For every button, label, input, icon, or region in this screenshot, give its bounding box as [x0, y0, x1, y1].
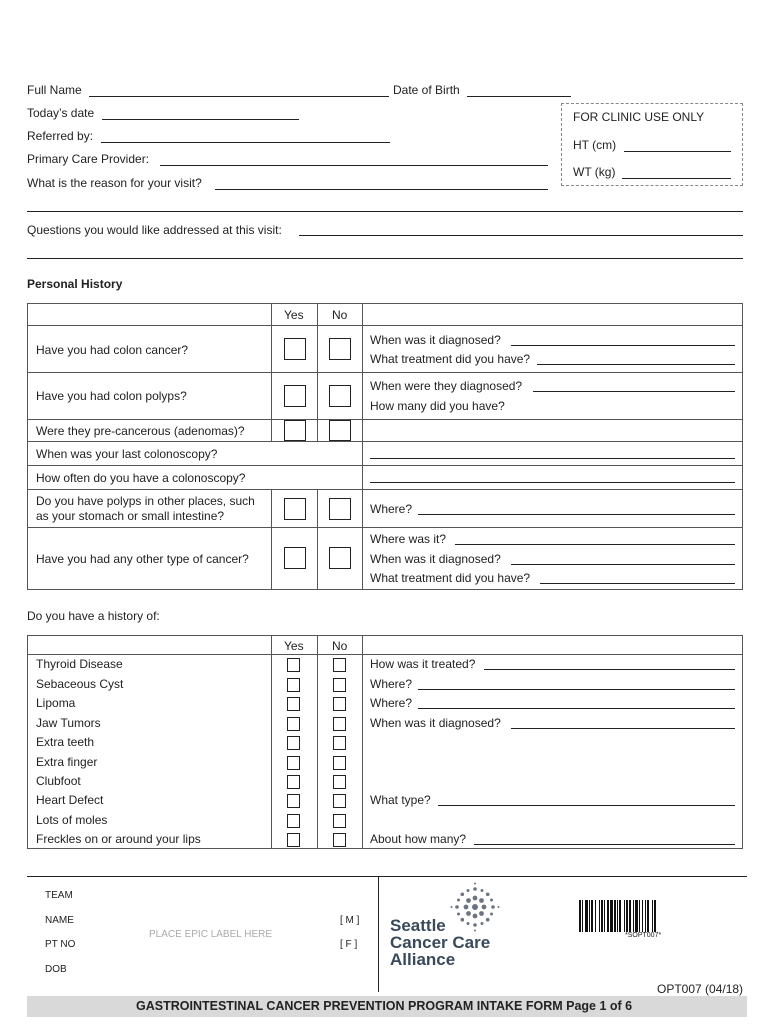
footer-divider — [378, 877, 379, 992]
history-yes-checkbox[interactable] — [287, 756, 300, 770]
primary-care-field[interactable] — [160, 165, 548, 166]
polyps-how-many-label: How many did you have? — [370, 399, 505, 413]
history-item-label: Thyroid Disease — [36, 657, 123, 671]
reason-label: What is the reason for your visit? — [27, 176, 202, 190]
colonoscopy-frequency-field[interactable] — [370, 482, 735, 483]
barcode-bar — [654, 900, 656, 932]
ph-q-other-cancer: Have you had any other type of cancer? — [36, 552, 249, 566]
barcode-bar — [614, 900, 616, 932]
footer-team-label: TEAM — [45, 890, 73, 901]
footer-dob-label: DOB — [45, 964, 67, 975]
history-detail-field[interactable] — [484, 669, 735, 670]
history-item-label: Heart Defect — [36, 793, 104, 807]
personal-history-title: Personal History — [27, 277, 123, 291]
history-yes-header: Yes — [284, 639, 304, 653]
barcode-bar — [639, 900, 640, 932]
footer-name-label: NAME — [45, 915, 74, 926]
barcode-bar — [629, 900, 631, 932]
other-cancer-where-field[interactable] — [455, 544, 735, 545]
barcode-bar — [647, 900, 649, 932]
questions-field-2[interactable] — [27, 258, 743, 259]
history-detail-label: Where? — [370, 677, 413, 691]
ph-q-colonoscopy-frequency: How often do you have a colonoscopy? — [36, 471, 246, 485]
history-no-checkbox[interactable] — [333, 775, 346, 789]
barcode-bar — [579, 900, 581, 932]
history-detail-label: When was it diagnosed? — [370, 716, 501, 730]
ph-q-polyps-other-line1: Do you have polyps in other places, such — [36, 494, 255, 508]
referred-by-field[interactable] — [101, 142, 390, 143]
form-title: GASTROINTESTINAL CANCER PREVENTION PROGRAM INTAKE FORM Page 1 of 6 — [136, 999, 633, 1013]
history-item-label: Freckles on or around your lips — [36, 832, 201, 846]
ph-q-colon-cancer: Have you had colon cancer? — [36, 343, 189, 357]
barcode-bar — [607, 900, 609, 932]
history-item-label: Lots of moles — [36, 813, 108, 827]
history-detail-label: How was it treated? — [370, 657, 476, 671]
history-detail-field[interactable] — [418, 689, 735, 690]
colon-cancer-treatment-field[interactable] — [537, 364, 735, 365]
barcode-bar — [591, 900, 593, 932]
colon-cancer-when-field[interactable] — [511, 345, 735, 346]
history-detail-field[interactable] — [418, 708, 735, 709]
colon-cancer-yes-checkbox[interactable] — [284, 338, 306, 360]
ph-yes-header: Yes — [284, 308, 304, 322]
barcode-bar — [589, 900, 590, 932]
history-no-checkbox[interactable] — [333, 794, 346, 808]
other-cancer-yes-checkbox[interactable] — [284, 547, 306, 569]
logo-line-3: Alliance — [390, 950, 456, 969]
ph-q-precancerous: Were they pre-cancerous (adenomas)? — [36, 424, 245, 438]
colon-cancer-treatment-label: What treatment did you have? — [370, 352, 531, 366]
barcode-bar — [585, 900, 588, 932]
colon-polyps-no-checkbox[interactable] — [329, 385, 351, 407]
footer-ptno-label: PT NO — [45, 939, 76, 950]
wt-field[interactable] — [622, 178, 731, 179]
dob-field[interactable] — [467, 96, 571, 97]
form-code: OPT007 (04/18) — [657, 982, 744, 996]
barcode-bar — [601, 900, 603, 932]
history-no-checkbox[interactable] — [333, 833, 346, 847]
separator-line — [27, 211, 743, 212]
barcode — [579, 900, 705, 932]
other-cancer-no-checkbox[interactable] — [329, 547, 351, 569]
history-detail-label: What type? — [370, 793, 431, 807]
history-no-checkbox[interactable] — [333, 658, 346, 672]
precancerous-no-checkbox[interactable] — [329, 420, 351, 441]
barcode-bar — [610, 900, 613, 932]
history-detail-field[interactable] — [511, 728, 735, 729]
clinic-title: FOR CLINIC USE ONLY — [573, 110, 705, 124]
history-detail-label: About how many? — [370, 832, 467, 846]
footer-top-line — [27, 876, 747, 877]
primary-care-label: Primary Care Provider: — [27, 152, 150, 166]
history-detail-label: Where? — [370, 696, 413, 710]
history-yes-checkbox[interactable] — [287, 697, 300, 711]
referred-by-label: Referred by: — [27, 129, 94, 143]
polyps-other-yes-checkbox[interactable] — [284, 498, 306, 520]
colon-cancer-when-label: When was it diagnosed? — [370, 333, 501, 347]
barcode-bar — [595, 900, 596, 932]
ht-label: HT (cm) — [573, 138, 617, 152]
history-item-label: Extra teeth — [36, 735, 95, 749]
barcode-bar — [626, 900, 628, 932]
barcode-bar — [619, 900, 621, 932]
logo-line-1: Seattle — [390, 916, 446, 935]
history-no-checkbox[interactable] — [333, 756, 346, 770]
history-yes-checkbox[interactable] — [287, 678, 300, 692]
history-item-label: Lipoma — [36, 696, 76, 710]
ht-field[interactable] — [624, 151, 731, 152]
footer-m-label: [ M ] — [340, 915, 360, 926]
history-no-checkbox[interactable] — [333, 814, 346, 828]
history-no-header: No — [332, 639, 348, 653]
todays-date-label: Today’s date — [27, 106, 95, 120]
ph-q-polyps-other-line2: as your stomach or small intestine? — [36, 509, 225, 523]
polyps-when-field[interactable] — [533, 391, 735, 392]
history-yes-checkbox[interactable] — [287, 794, 300, 808]
history-yes-checkbox[interactable] — [287, 775, 300, 789]
barcode-bar — [582, 900, 583, 932]
epic-label-placeholder: PLACE EPIC LABEL HERE — [149, 929, 273, 940]
other-cancer-treatment-label: What treatment did you have? — [370, 571, 531, 585]
questions-label: Questions you would like addressed at this visit: — [27, 223, 282, 237]
clinic-use-box — [561, 103, 743, 186]
barcode-bar — [624, 900, 625, 932]
polyps-other-where-field[interactable] — [418, 514, 735, 515]
reason-field[interactable] — [215, 189, 548, 190]
barcode-bar — [617, 900, 618, 932]
polyps-when-label: When were they diagnosed? — [370, 379, 523, 393]
todays-date-field[interactable] — [102, 119, 299, 120]
ph-q-colon-polyps: Have you had colon polyps? — [36, 389, 187, 403]
history-no-checkbox[interactable] — [333, 697, 346, 711]
barcode-bar — [652, 900, 653, 932]
history-yes-checkbox[interactable] — [287, 833, 300, 847]
polyps-other-where-label: Where? — [370, 502, 413, 516]
barcode-text: *SOPT007* — [625, 932, 662, 939]
history-detail-field[interactable] — [474, 844, 735, 845]
wt-label: WT (kg) — [573, 165, 616, 179]
other-cancer-treatment-field[interactable] — [540, 583, 735, 584]
history-yes-checkbox[interactable] — [287, 736, 300, 750]
history-yes-checkbox[interactable] — [287, 814, 300, 828]
history-item-label: Clubfoot — [36, 774, 81, 788]
history-yes-checkbox[interactable] — [287, 658, 300, 672]
other-cancer-when-label: When was it diagnosed? — [370, 552, 501, 566]
ph-q-last-colonoscopy: When was your last colonoscopy? — [36, 447, 218, 461]
last-colonoscopy-field[interactable] — [370, 458, 735, 459]
barcode-bar — [599, 900, 600, 932]
history-no-checkbox[interactable] — [333, 717, 346, 731]
history-no-checkbox[interactable] — [333, 736, 346, 750]
history-no-checkbox[interactable] — [333, 678, 346, 692]
barcode-bar — [645, 900, 646, 932]
logo-wordmark — [390, 917, 490, 968]
footer-f-label: [ F ] — [340, 939, 358, 950]
other-cancer-when-field[interactable] — [511, 564, 735, 565]
history-yes-checkbox[interactable] — [287, 717, 300, 731]
dob-label: Date of Birth — [393, 83, 460, 97]
questions-field[interactable] — [299, 235, 743, 236]
other-cancer-where-label: Where was it? — [370, 532, 447, 546]
full-name-label: Full Name — [27, 83, 82, 97]
colon-polyps-yes-checkbox[interactable] — [284, 385, 306, 407]
history-of-title: Do you have a history of: — [27, 609, 160, 623]
full-name-field[interactable] — [89, 96, 389, 97]
barcode-bar — [642, 900, 643, 932]
history-detail-field[interactable] — [438, 805, 735, 806]
barcode-bar — [633, 900, 634, 932]
history-item-label: Jaw Tumors — [36, 716, 101, 730]
history-item-label: Sebaceous Cyst — [36, 677, 124, 691]
logo-line-2: Cancer Care — [390, 933, 491, 952]
polyps-other-no-checkbox[interactable] — [329, 498, 351, 520]
precancerous-yes-checkbox[interactable] — [284, 420, 306, 441]
ph-no-header: No — [332, 308, 348, 322]
barcode-bar — [604, 900, 605, 932]
barcode-bar — [635, 900, 638, 932]
history-item-label: Extra finger — [36, 755, 98, 769]
colon-cancer-no-checkbox[interactable] — [329, 338, 351, 360]
